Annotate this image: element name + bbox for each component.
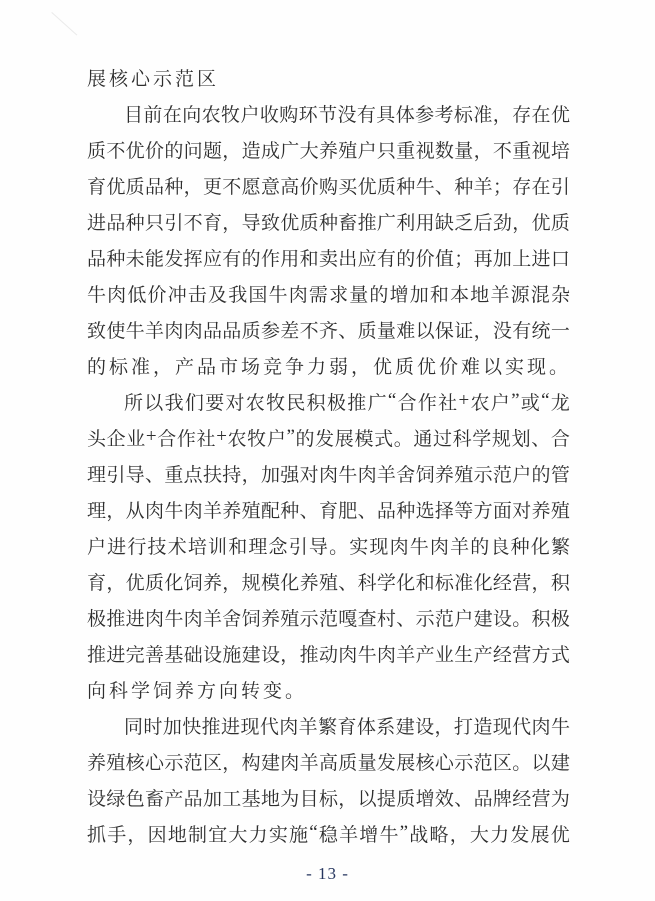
text-line: 向科学饲养方向转变。 xyxy=(87,680,308,702)
text-body xyxy=(87,59,570,851)
page-number: - 13 - xyxy=(306,864,349,883)
text-line: 展核心示范区 xyxy=(87,68,220,90)
text-line: 所 以 我 们 要 对 农 牧 民 积 极 推 广 “ 合 作 社 + 农 户 ” 或 “ 龙 xyxy=(124,390,570,414)
scan-artifact xyxy=(51,12,77,35)
text-line: 养 殖 核 心 示 范 区 ， 构 建 肉 羊 高 质 量 发 展 核 心 示 范 区 。 以 建 xyxy=(87,752,570,774)
text-line: 户 进 行 技 术 培 训 和 理 念 引 导 。 实 现 肉 牛 肉 羊 的 良 种 化 繁 xyxy=(87,536,570,558)
text-line: 同 时 加 快 推 进 现 代 肉 羊 繁 育 体 系 建 设 ， 打 造 现 代 肉 牛 xyxy=(124,716,570,738)
text-line: 理 ， 从 肉 牛 肉 羊 养 殖 配 种 、 育 肥 、 品 种 选 择 等 方 面 对 养 殖 xyxy=(87,500,570,522)
text-line: 头 企 业 + 合 作 社 + 农 牧 户 ” 的 发 展 模 式 。 通 过 科 学 规 划 、 合 xyxy=(87,426,570,450)
text-line: 育 ， 优 质 化 饲 养 ， 规 模 化 养 殖 、 科 学 化 和 标 准 化 经 营 ， 积 xyxy=(87,572,570,594)
text-line: 极 推 进 肉 牛 肉 羊 舍 饲 养 殖 示 范 嘎 查 村 、 示 范 户 建 设 。 积 极 xyxy=(87,608,570,630)
text-line: 抓 手 ， 因 地 制 宜 大 力 实 施 “ 稳 羊 增 牛 ” 战 略 ， 大 力 发 展 优 xyxy=(87,822,570,846)
text-line: 设 绿 色 畜 产 品 加 工 基 地 为 目 标 ， 以 提 质 增 效 、 品 牌 经 营 为 xyxy=(87,788,570,810)
text-line: 推 进 完 善 基 础 设 施 建 设 ， 推 动 肉 牛 肉 羊 产 业 生 产 经 营 方 式 xyxy=(87,644,570,666)
text-line: 品 种 未 能 发 挥 应 有 的 作 用 和 卖 出 应 有 的 价 值 ； 再 加 上 进 口 xyxy=(87,248,570,270)
text-line: 理 引 导 、 重 点 扶 持 ， 加 强 对 肉 牛 肉 羊 舍 饲 养 殖 示 范 户 的 管 xyxy=(87,464,570,486)
text-line: 的标准，产品市场竞争力弱，优质优价难以实现。 xyxy=(87,356,572,378)
text-line: 致 使 牛 羊 肉 肉 品 品 质 参 差 不 齐 、 质 量 难 以 保 证 ， 没 有 统 一 xyxy=(87,320,570,342)
text-line: 育 优 质 品 种 ， 更 不 愿 意 高 价 购 买 优 质 种 牛 、 种 羊 ； 存 在 引 xyxy=(87,176,570,198)
text-line: 质 不 优 价 的 问 题 ， 造 成 广 大 养 殖 户 只 重 视 数 量 ， 不 重 视 培 xyxy=(87,140,570,162)
text-line: 进 品 种 只 引 不 育 ， 导 致 优 质 种 畜 推 广 利 用 缺 乏 后 劲 ， 优 质 xyxy=(87,212,570,234)
text-line: 目 前 在 向 农 牧 户 收 购 环 节 没 有 具 体 参 考 标 准 ， 存 在 优 xyxy=(124,104,570,126)
text-line: 牛 肉 低 价 冲 击 及 我 国 牛 肉 需 求 量 的 增 加 和 本 地 羊 源 混 杂 xyxy=(87,284,570,306)
